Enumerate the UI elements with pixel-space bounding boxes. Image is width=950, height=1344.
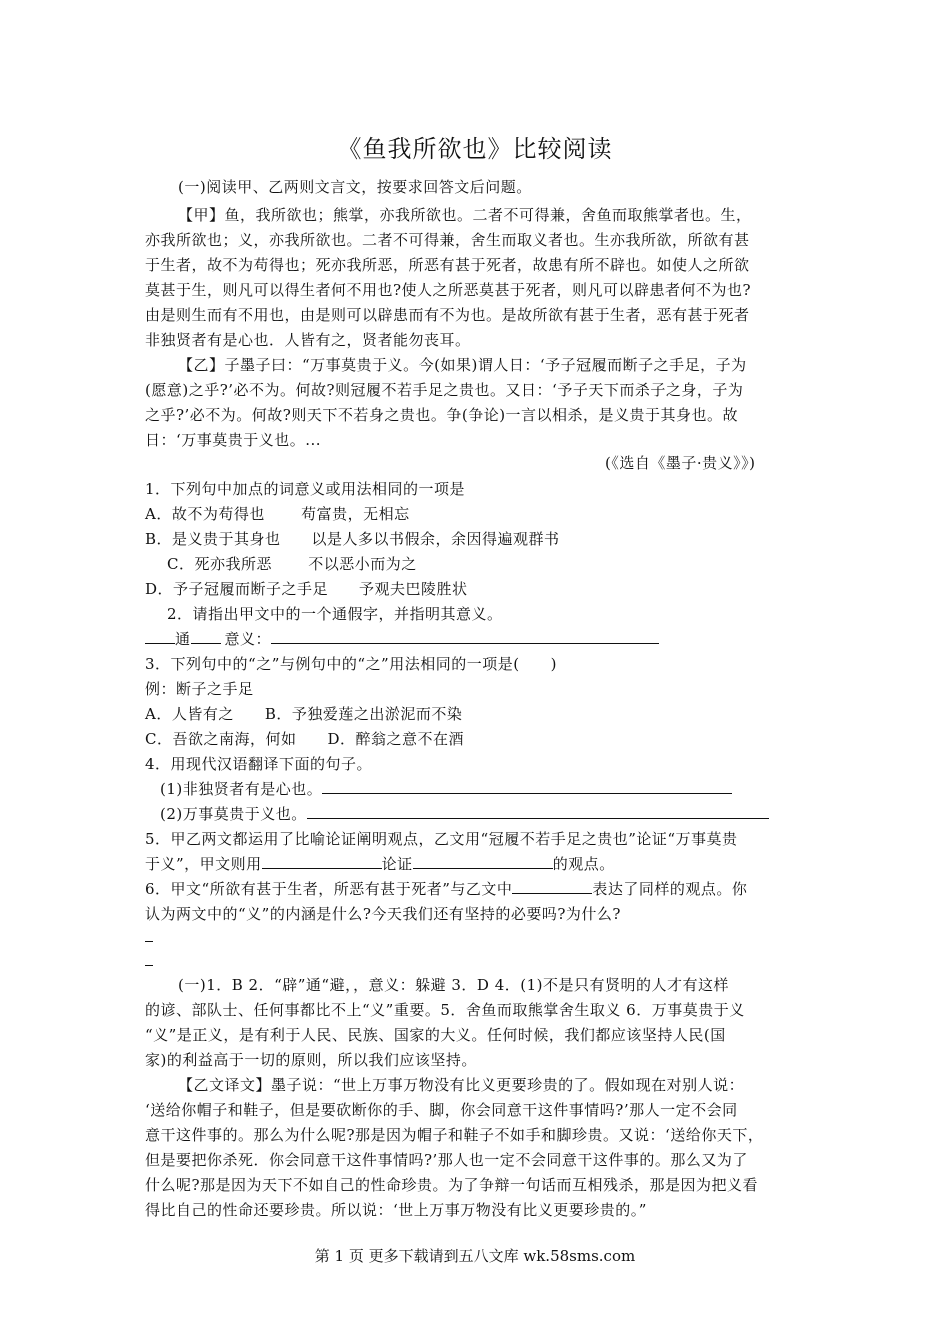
answers-line: (一)1．B 2．“辟”通“避，，意义：躲避 3．D 4．(1)不是只有贤明的人才有这样 xyxy=(178,976,729,994)
yi-line: 日：‘万事莫贵于义也。... xyxy=(145,431,322,449)
jia-line: 【甲】鱼，我所欲也；熊掌，亦我所欲也。二者不可得兼，舍鱼而取熊掌者也。生， xyxy=(178,206,752,224)
question-4-stem: 4．用现代汉语翻译下面的句子。 xyxy=(145,755,373,773)
sentence-2-text: (2)万事莫贵于义也。 xyxy=(160,805,307,823)
question-3-stem: 3．下列句中的“之”与例句中的“之”用法相同的一项是( ) xyxy=(145,655,557,673)
question-1-stem: 1．下列句中加点的词意义或用法相同的一项是 xyxy=(145,480,466,498)
question-1-option-b: B．是义贵于其身也 以是人多以书假余，余因得遍观群书 xyxy=(145,530,560,548)
translation-line: 但是要把你杀死．你会同意干这件事情吗?’那人也一定不会同意干这件事的。那么又为了 xyxy=(145,1151,748,1169)
question-1-option-a: A．故不为苟得也 苟富贵，无相忘 xyxy=(145,505,410,523)
answer-blank xyxy=(262,853,382,869)
answer-dash xyxy=(145,941,153,942)
question-3-example: 例：断子之手足 xyxy=(145,680,254,698)
question-6-line-2: 认为两文中的“义”的内涵是什么?今天我们还有坚持的必要吗?为什么? xyxy=(145,905,621,923)
answer-blank xyxy=(191,628,221,644)
answers-line: 家)的利益高于一切的原则，所以我们应该坚持。 xyxy=(145,1051,477,1069)
intro-line: (一)阅读甲、乙两则文言文，按要求回答文后问题。 xyxy=(178,178,532,196)
question-2-stem: 2．请指出甲文中的一个通假字，并指明其意义。 xyxy=(167,605,503,623)
meaning-label: 意义： xyxy=(224,630,272,648)
page-footer: 第 1 页 更多下载请到五八文库 wk.58sms.com xyxy=(314,1247,636,1265)
q6-text-b: 表达了同样的观点。你 xyxy=(592,880,748,898)
q5-text-c: 的观点。 xyxy=(552,855,615,873)
question-3-options-ab: A．人皆有之 B．予独爱莲之出淤泥而不染 xyxy=(145,705,463,723)
question-5-line-2 xyxy=(145,853,615,875)
jia-line: 莫甚于生，则凡可以得生者何不用也?使人之所恶莫甚于死者，则凡可以辟患者何不为也? xyxy=(145,281,752,299)
answer-blank xyxy=(271,628,659,644)
question-6-line-1 xyxy=(145,878,747,900)
yi-line: 之乎?’必不为。何故?则天下不若身之贵也。争(争论)一言以相杀，是义贵于其身也。故 xyxy=(145,406,739,424)
jia-line: 由是则生而有不用也，由是则可以辟患而有不为也。是故所欲有甚于生者，恶有甚于死者 xyxy=(145,306,750,324)
translation-line: 意干这件事的。那么为什么呢?那是因为帽子和鞋子不如手和脚珍贵。又说：‘送给你天下， xyxy=(145,1126,764,1144)
answer-dash xyxy=(145,965,153,966)
answer-blank xyxy=(145,628,175,644)
answers-line: “义”是正义，是有利于人民、民族、国家的大义。任何时候，我们都应该坚持人民(国 xyxy=(145,1026,726,1044)
page-title: 《鱼我所欲也》比较阅读 xyxy=(337,135,613,163)
answer-blank xyxy=(413,853,553,869)
yi-line: 【乙】子墨子曰：“万事莫贵于义。今(如果)谓人日：‘予子冠履而断子之手足，子为 xyxy=(178,356,747,374)
question-4-sentence-2 xyxy=(160,803,769,825)
question-5-line-1: 5．甲乙两文都运用了比喻论证阐明观点，乙文用“冠履不若手足之贵也”论证“万事莫贵 xyxy=(145,830,738,848)
answer-blank xyxy=(307,803,769,819)
translation-line: 什么呢?那是因为天下不如自己的性命珍贵。为了争辩一句话而互相残杀，那是因为把义看 xyxy=(145,1176,759,1194)
answer-blank xyxy=(512,878,592,894)
question-2-answer-line xyxy=(145,628,659,650)
translation-line: 【乙文译文】墨子说：“世上万事万物没有比义更要珍贵的了。假如现在对别人说： xyxy=(178,1076,745,1094)
question-1-option-c: C．死亦我所恶 不以恶小而为之 xyxy=(167,555,417,573)
jia-line: 于生者，故不为苟得也；死亦我所恶，所恶有甚于死者，故患有所不辟也。如使人之所欲 xyxy=(145,256,750,274)
yi-line: (愿意)之乎?’必不为。何故?则冠履不若手足之贵也。又日：‘予子天下而杀子之身，子为 xyxy=(145,381,744,399)
answer-blank xyxy=(322,778,732,794)
translation-line: 得比自己的性命还要珍贵。所以说：‘世上万事万物没有比义更要珍贵的。” xyxy=(145,1201,647,1219)
answers-line: 的谚、部队士、任何事都比不上“义”重要。5．舍鱼而取熊掌舍生取义 6．万事莫贵于义 xyxy=(145,1001,745,1019)
q5-text-a: 于义”，甲文则用 xyxy=(145,855,262,873)
question-1-option-d: D．予子冠履而断子之手足 予观夫巴陵胜状 xyxy=(145,580,468,598)
question-3-options-cd: C．吾欲之南海，何如 D．醉翁之意不在酒 xyxy=(145,730,465,748)
q5-text-b: 论证 xyxy=(381,855,413,873)
jia-line: 亦我所欲也；义，亦我所欲也。二者不可得兼，舍生而取义者也。生亦我所欲，所欲有甚 xyxy=(145,231,750,249)
source-citation: (《选自《墨子·贵义》》) xyxy=(605,454,756,472)
translation-line: ‘送给你帽子和鞋子，但是要砍断你的手、脚，你会同意干这件事情吗?’那人一定不会同 xyxy=(145,1101,738,1119)
jia-line: 非独贤者有是心也．人皆有之，贤者能勿丧耳。 xyxy=(145,331,471,349)
q6-text-a: 6．甲文“所欲有甚于生者，所恶有甚于死者”与乙文中 xyxy=(145,880,513,898)
tong-label: 通 xyxy=(175,630,191,648)
question-4-sentence-1 xyxy=(160,778,732,800)
sentence-1-text: (1)非独贤者有是心也。 xyxy=(160,780,323,798)
